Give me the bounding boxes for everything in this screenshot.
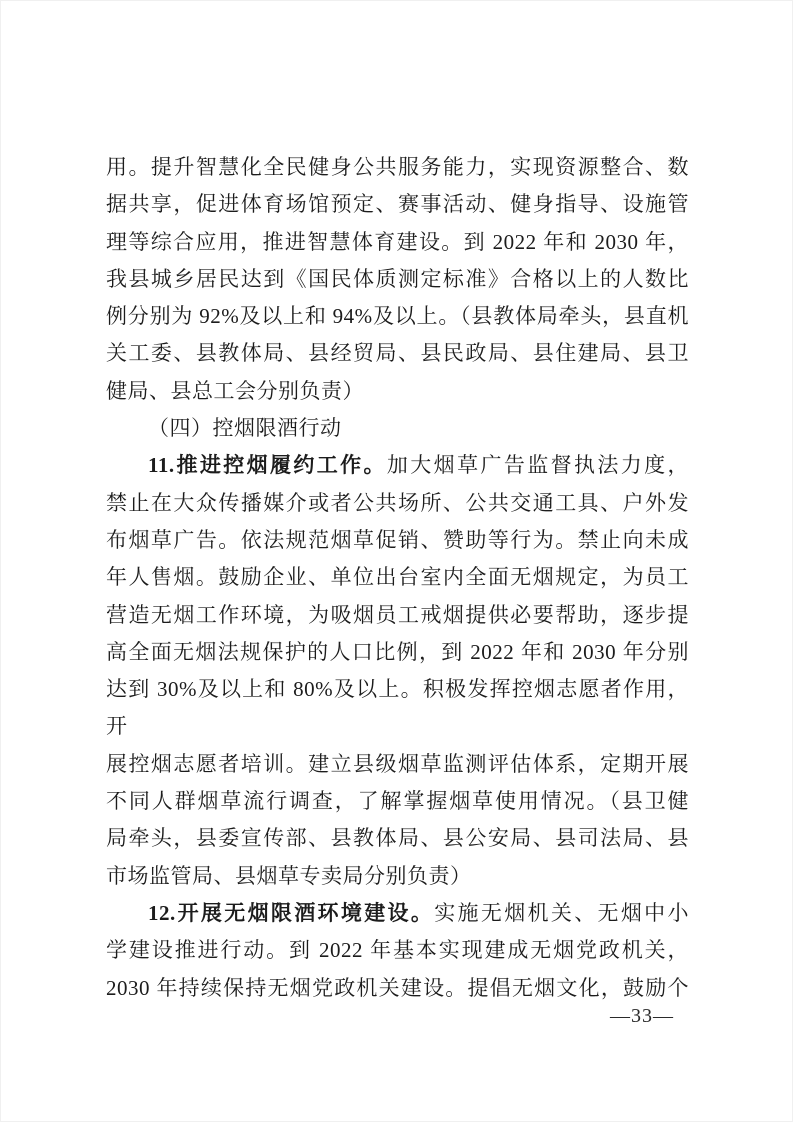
text-line: 据共享，促进体育场馆预定、赛事活动、健身指导、设施管 [106, 192, 689, 217]
text-line: 展控烟志愿者培训。建立县级烟草监测评估体系，定期开展 [106, 751, 689, 776]
text-line: 例分别为 92%及以上和 94%及以上。（县教体局牵头，县直机 [106, 304, 689, 329]
text-line: 营造无烟工作环境，为吸烟员工戒烟提供必要帮助，逐步提 [106, 602, 689, 627]
text-line: 禁止在大众传播媒介或者公共场所、公共交通工具、户外发 [106, 490, 689, 515]
text-line: 高全面无烟法规保护的人口比例，到 2022 年和 2030 年分别 [106, 639, 689, 664]
text-run: 实施无烟机关、无烟中小 [434, 900, 690, 925]
text-line: 健局、县总工会分别负责） [106, 378, 364, 403]
text-line: 我县城乡居民达到《国民体质测定标准》合格以上的人数比 [106, 266, 689, 291]
text-line: 用。提升智慧化全民健身公共服务能力，实现资源整合、数 [106, 155, 689, 179]
text-line: 市场监管局、县烟草专卖局分别负责） [106, 863, 472, 888]
text-line: 局牵头，县委宣传部、县教体局、县公安局、县司法局、县 [106, 826, 689, 851]
text-line: 不同人群烟草流行调查，了解掌握烟草使用情况。（县卫健 [106, 789, 689, 814]
text-line: 年人售烟。鼓励企业、单位出台室内全面无烟规定，为员工 [106, 565, 689, 590]
document-body [106, 149, 689, 1007]
text-line: 布烟草广告。依法规范烟草促销、赞助等行为。禁止向未成 [106, 527, 689, 552]
section-heading: （四）控烟限酒行动 [148, 416, 342, 441]
text-line: 学建设推进行动。到 2022 年基本实现建成无烟党政机关， [106, 938, 689, 963]
item-11-title: 11.推进控烟履约工作。 [148, 453, 387, 478]
page-number: —33— [610, 1005, 674, 1027]
text-line: 理等综合应用，推进智慧体育建设。到 2022 年和 2030 年， [106, 229, 689, 254]
numbered-item-heading-line [106, 447, 689, 484]
numbered-item-heading-line [106, 895, 689, 932]
text-line: 达到 30%及以上和 80%及以上。积极发挥控烟志愿者作用，开 [106, 677, 689, 739]
item-12-title: 12.开展无烟限酒环境建设。 [148, 900, 435, 925]
text-line: 2030 年持续保持无烟党政机关建设。提倡无烟文化，鼓励个 [106, 975, 689, 1000]
text-run: 加大烟草广告监督执法力度， [386, 453, 690, 478]
text-line: 关工委、县教体局、县经贸局、县民政局、县住建局、县卫 [106, 341, 689, 366]
